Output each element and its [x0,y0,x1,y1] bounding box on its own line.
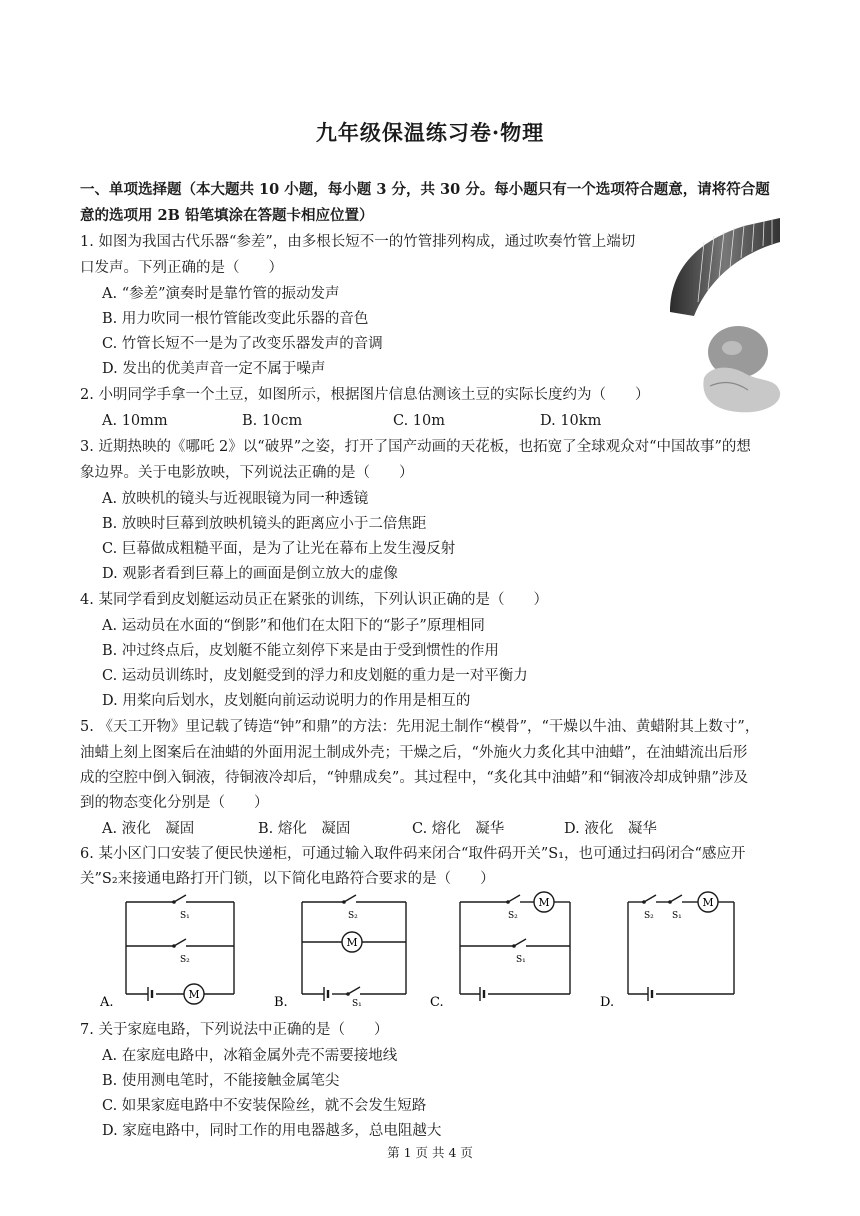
q6-stem-line1: 6. 某小区门口安装了便民快递柜，可通过输入取件码来闭合“取件码开关”S₁，也可通过扫码闭合“感应开 [80,846,746,862]
circuit-c-diagram [428,890,588,1010]
q5-option-d: D. 液化 凝华 [564,821,657,837]
q5-stem-line3: 成的空腔中倒入铜液，待铜液冷却后，“钟鼎成矣”。其过程中，“炙化其中油蜡”和“铜液冷却成钟鼎”涉及 [80,770,748,786]
q5-stem-line1: 5. 《天工开物》里记载了铸造“钟”和鼎”的方法：先用泥土制作“模骨”，“干燥以牛油、黄蜡附其上数寸”， [80,719,760,735]
q3-option-a: A. 放映机的镜头与近视眼镜为同一种透镜 [102,491,369,507]
q1-option-a: A. “参差”演奏时是靠竹管的振动发声 [102,286,340,302]
q4-option-b: B. 冲过终点后，皮划艇不能立刻停下来是由于受到惯性的作用 [102,643,499,659]
section-header-line2: 意的选项用 2B 铅笔填涂在答题卡相应位置） [80,207,374,224]
circuit-d-s1-label: S₁ [672,911,682,921]
page-footer: 第 1 页 共 4 页 [387,1145,473,1160]
q5-option-a: A. 液化 凝固 [102,821,195,837]
potato-in-hand-image [690,320,784,416]
circuit-b-motor: M [346,936,358,949]
q1-stem-line2: 口发声。下列正确的是（ ） [80,260,283,276]
circuit-d-motor: M [702,896,714,909]
circuit-d-label: D. [600,995,615,1010]
q6-stem-line2: 关”S₂来接通电路打开门锁，以下简化电路符合要求的是（ ） [80,871,495,887]
circuit-a-motor: M [188,988,200,1001]
q2-option-b: B. 10cm [242,413,303,429]
circuit-b-label: B. [274,995,288,1010]
circuit-a-label: A. [100,995,114,1010]
q5-stem-line4: 到的物态变化分别是（ ） [80,795,269,811]
q1-option-c: C. 竹管长短不一是为了改变乐器发声的音调 [102,336,383,352]
q3-option-d: D. 观影者看到巨幕上的画面是倒立放大的虚像 [102,566,398,582]
circuit-d-s2-label: S₂ [644,911,654,921]
circuit-c-s2-label: S₂ [508,911,518,921]
pan-flute-image [664,212,782,318]
circuit-c-motor: M [538,896,550,909]
circuit-b-diagram [272,890,418,1010]
q4-option-d: D. 用桨向后划水，皮划艇向前运动说明力的作用是相互的 [102,693,471,709]
q1-option-d: D. 发出的优美声音一定不属于噪声 [102,361,326,377]
q2-option-d: D. 10km [540,413,602,429]
q7-option-d: D. 家庭电路中，同时工作的用电器越多，总电阻越大 [102,1123,442,1139]
q7-option-a: A. 在家庭电路中，冰箱金属外壳不需要接地线 [102,1048,398,1064]
circuit-a-s2-label: S₂ [180,955,190,965]
circuit-c-label: C. [430,995,444,1010]
q5-stem-line2: 油蜡上刻上图案后在油蜡的外面用泥土制成外壳；干燥之后，“外施火力炙化其中油蜡”，在油蜡流出后形 [80,745,748,761]
q1-option-b: B. 用力吹同一根竹管能改变此乐器的音色 [102,311,369,327]
q2-option-a: A. 10mm [102,413,168,429]
q1-stem-line1: 1. 如图为我国古代乐器“参差”，由多根长短不一的竹管排列构成，通过吹奏竹管上端切 [80,234,636,250]
q4-option-a: A. 运动员在水面的“倒影”和他们在太阳下的“影子”原理相同 [102,618,485,634]
page-title: 九年级保温练习卷·物理 [315,120,545,145]
q3-option-b: B. 放映时巨幕到放映机镜头的距离应小于二倍焦距 [102,516,427,532]
q2-stem: 2. 小明同学手拿一个土豆，如图所示，根据图片信息估测该土豆的实际长度约为（ ） [80,387,650,403]
circuit-b-s1-label: S₁ [352,999,362,1009]
q3-stem-line2: 象边界。关于电影放映，下列说法正确的是（ ） [80,465,414,481]
q2-option-c: C. 10m [393,413,445,429]
circuit-b-s2-label: S₂ [348,911,358,921]
circuit-c-s1-label: S₁ [516,955,526,965]
circuit-a-diagram [96,890,242,1010]
circuit-a-s1-label: S₁ [180,911,190,921]
q4-stem: 4. 某同学看到皮划艇运动员正在紧张的训练，下列认识正确的是（ ） [80,592,548,608]
q5-option-c: C. 熔化 凝华 [412,821,505,837]
q7-option-c: C. 如果家庭电路中不安装保险丝，就不会发生短路 [102,1098,427,1114]
q7-stem: 7. 关于家庭电路，下列说法中正确的是（ ） [80,1022,389,1038]
section-header-line1: 一、单项选择题（本大题共 10 小题，每小题 3 分，共 30 分。每小题只有一个选项符合题意，请将符合题 [80,181,770,198]
q4-option-c: C. 运动员训练时，皮划艇受到的浮力和皮划艇的重力是一对平衡力 [102,668,528,684]
q3-stem-line1: 3. 近期热映的《哪吒 2》以“破界”之姿，打开了国产动画的天花板，也拓宽了全球观众对“中国故事”的想 [80,439,751,455]
q5-option-b: B. 熔化 凝固 [258,821,351,837]
q7-option-b: B. 使用测电笔时，不能接触金属笔尖 [102,1073,340,1089]
circuit-d-diagram [596,890,746,1010]
q3-option-c: C. 巨幕做成粗糙平面，是为了让光在幕布上发生漫反射 [102,541,456,557]
